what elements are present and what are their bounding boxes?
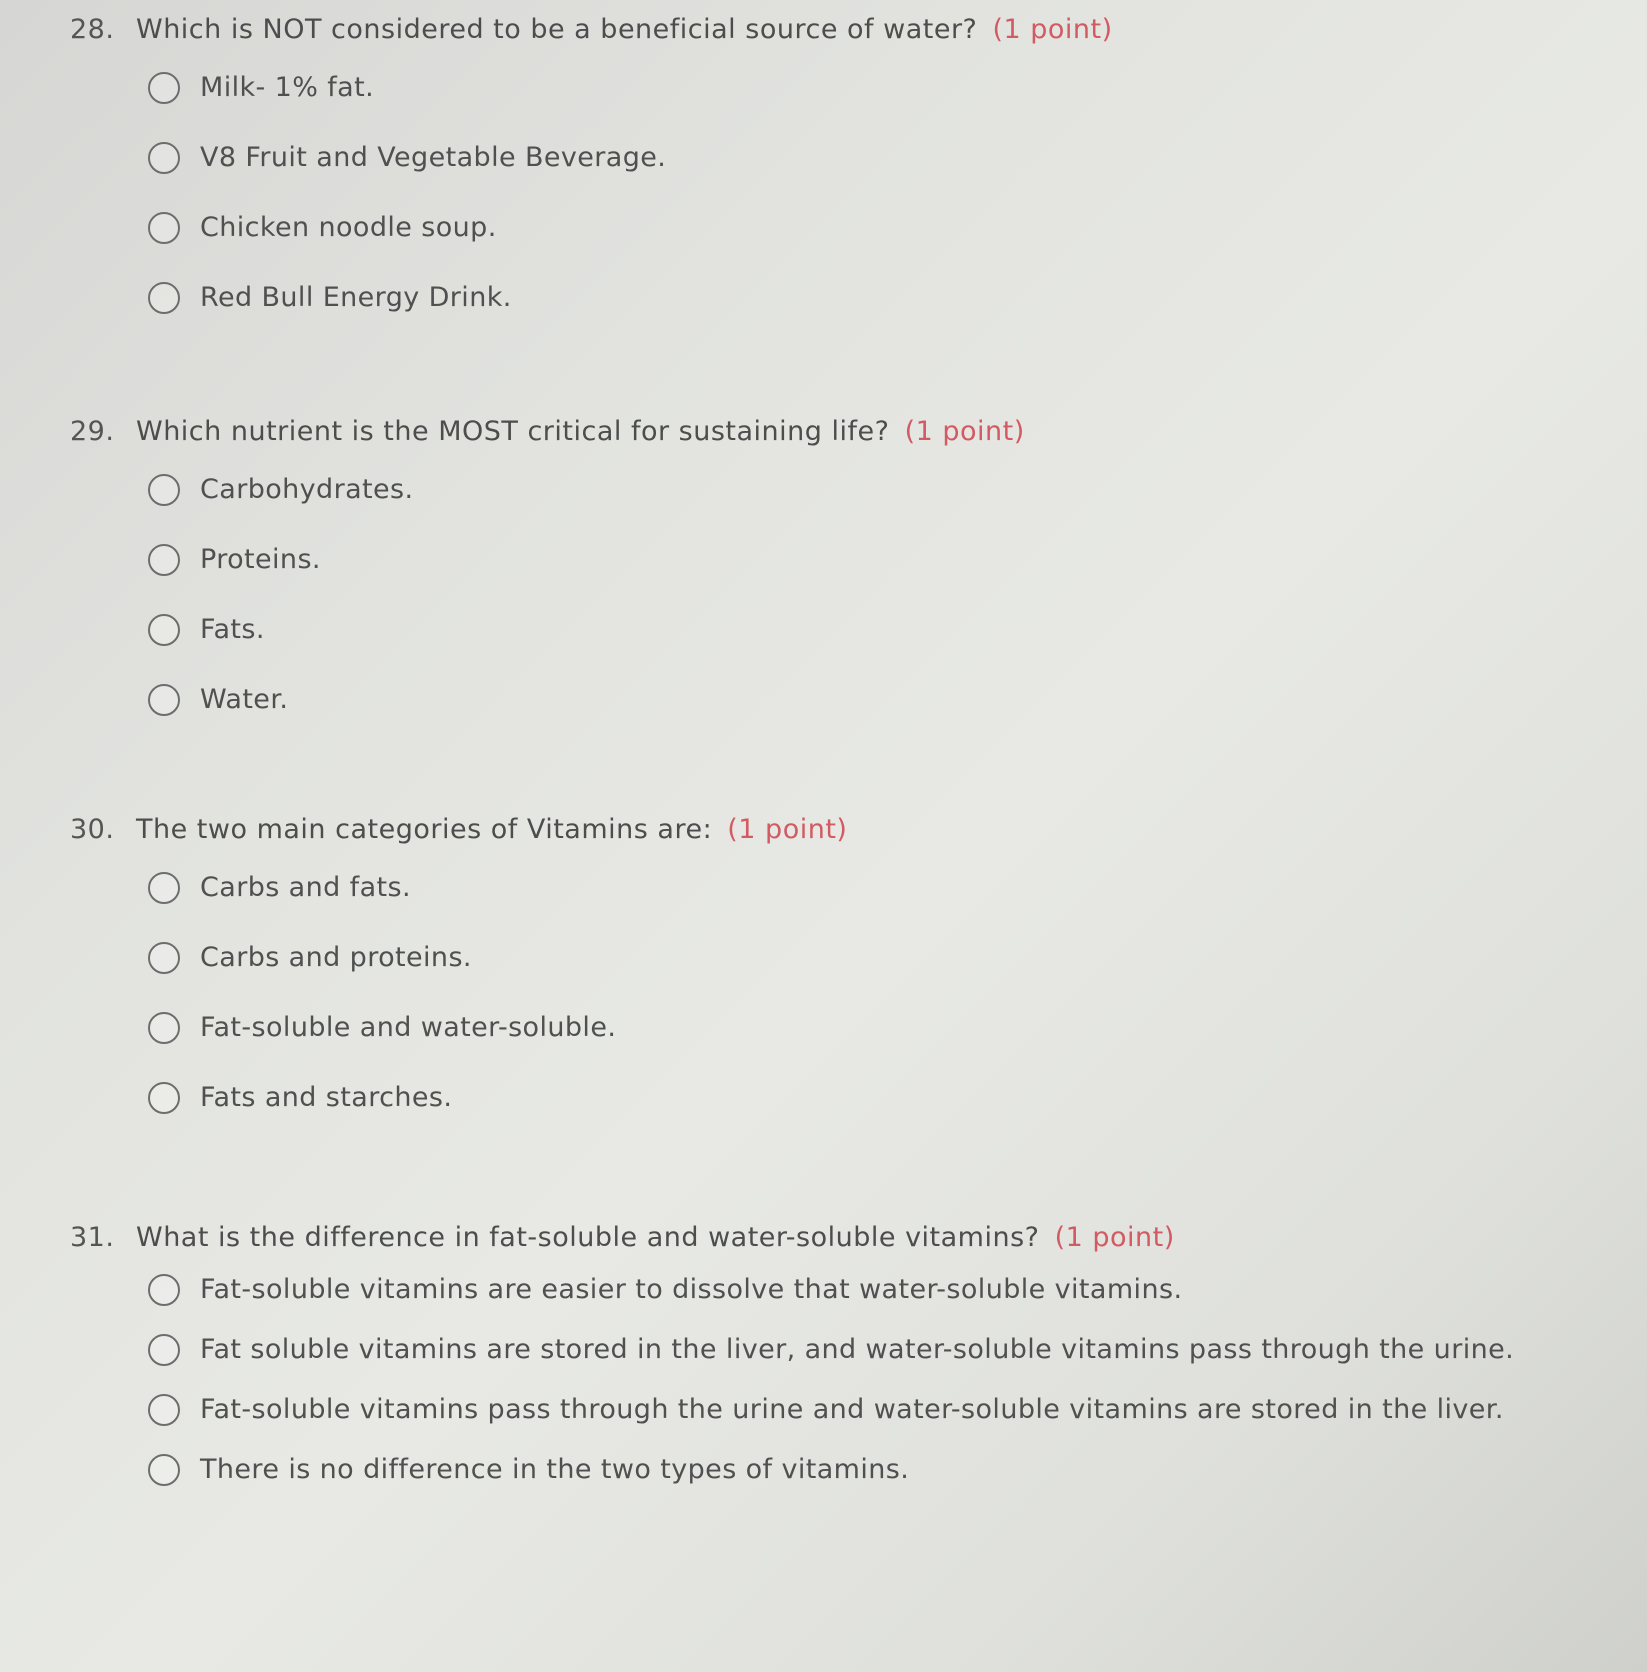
question-text: What is the difference in fat-soluble and water-soluble vitamins? xyxy=(136,1222,1040,1253)
question-points: (1 point) xyxy=(904,416,1025,447)
option-label: Fat-soluble and water-soluble. xyxy=(200,1012,617,1043)
radio-button[interactable] xyxy=(148,614,180,646)
option-label: Milk- 1% fat. xyxy=(200,72,375,103)
options-list xyxy=(148,865,847,1121)
question-points: (1 point) xyxy=(1054,1222,1175,1253)
radio-button[interactable] xyxy=(148,1454,180,1486)
option-label: Carbs and fats. xyxy=(200,872,411,903)
question-text: Which is NOT considered to be a beneficial source of water? xyxy=(136,14,978,45)
option-label: V8 Fruit and Vegetable Beverage. xyxy=(200,142,667,173)
option-label: Fats and starches. xyxy=(200,1082,453,1113)
question-number: 31. xyxy=(70,1222,115,1253)
option-label: Proteins. xyxy=(200,544,321,575)
option-q31-a[interactable] xyxy=(148,1267,1580,1313)
question-text: The two main categories of Vitamins are: xyxy=(136,814,713,845)
option-q29-a[interactable] xyxy=(148,467,1025,513)
radio-button[interactable] xyxy=(148,1334,180,1366)
option-q29-b[interactable] xyxy=(148,537,1025,583)
question-points: (1 point) xyxy=(992,14,1113,45)
radio-button[interactable] xyxy=(148,684,180,716)
radio-button[interactable] xyxy=(148,474,180,506)
option-q28-d[interactable] xyxy=(148,275,1113,321)
option-label: Carbs and proteins. xyxy=(200,942,472,973)
option-q28-c[interactable] xyxy=(148,205,1113,251)
radio-button[interactable] xyxy=(148,872,180,904)
option-q28-b[interactable] xyxy=(148,135,1113,181)
question-text: Which nutrient is the MOST critical for sustaining life? xyxy=(136,416,890,447)
option-label: Fats. xyxy=(200,614,265,645)
options-list xyxy=(148,65,1113,321)
radio-button[interactable] xyxy=(148,1274,180,1306)
radio-button[interactable] xyxy=(148,1082,180,1114)
question-number: 30. xyxy=(70,814,115,845)
question-30 xyxy=(70,814,847,1145)
option-q30-b[interactable] xyxy=(148,935,847,981)
question-31 xyxy=(70,1222,1580,1507)
option-q31-d[interactable] xyxy=(148,1447,1580,1493)
question-stem xyxy=(70,814,847,845)
option-q31-b[interactable] xyxy=(148,1327,1580,1373)
radio-button[interactable] xyxy=(148,282,180,314)
options-list xyxy=(148,467,1025,723)
option-label: There is no difference in the two types of vitamins. xyxy=(200,1454,910,1485)
options-list xyxy=(148,1267,1580,1493)
option-q30-c[interactable] xyxy=(148,1005,847,1051)
question-stem xyxy=(70,14,1113,45)
option-label: Fat soluble vitamins are stored in the liver, and water-soluble vitamins pass through the urine. xyxy=(200,1334,1515,1365)
question-stem xyxy=(70,416,1025,447)
option-q30-a[interactable] xyxy=(148,865,847,911)
radio-button[interactable] xyxy=(148,72,180,104)
question-28 xyxy=(70,14,1113,345)
option-q30-d[interactable] xyxy=(148,1075,847,1121)
option-q29-d[interactable] xyxy=(148,677,1025,723)
radio-button[interactable] xyxy=(148,212,180,244)
radio-button[interactable] xyxy=(148,142,180,174)
option-label: Chicken noodle soup. xyxy=(200,212,497,243)
question-stem xyxy=(70,1222,1580,1253)
question-29 xyxy=(70,416,1025,747)
question-number: 29. xyxy=(70,416,115,447)
question-number: 28. xyxy=(70,14,115,45)
option-label: Carbohydrates. xyxy=(200,474,414,505)
option-label: Water. xyxy=(200,684,289,715)
option-q28-a[interactable] xyxy=(148,65,1113,111)
option-q31-c[interactable] xyxy=(148,1387,1580,1433)
radio-button[interactable] xyxy=(148,942,180,974)
radio-button[interactable] xyxy=(148,1012,180,1044)
option-q29-c[interactable] xyxy=(148,607,1025,653)
radio-button[interactable] xyxy=(148,544,180,576)
option-label: Red Bull Energy Drink. xyxy=(200,282,512,313)
option-label: Fat-soluble vitamins pass through the urine and water-soluble vitamins are stored in the liver. xyxy=(200,1394,1504,1425)
option-label: Fat-soluble vitamins are easier to dissolve that water-soluble vitamins. xyxy=(200,1274,1183,1305)
question-points: (1 point) xyxy=(727,814,848,845)
radio-button[interactable] xyxy=(148,1394,180,1426)
